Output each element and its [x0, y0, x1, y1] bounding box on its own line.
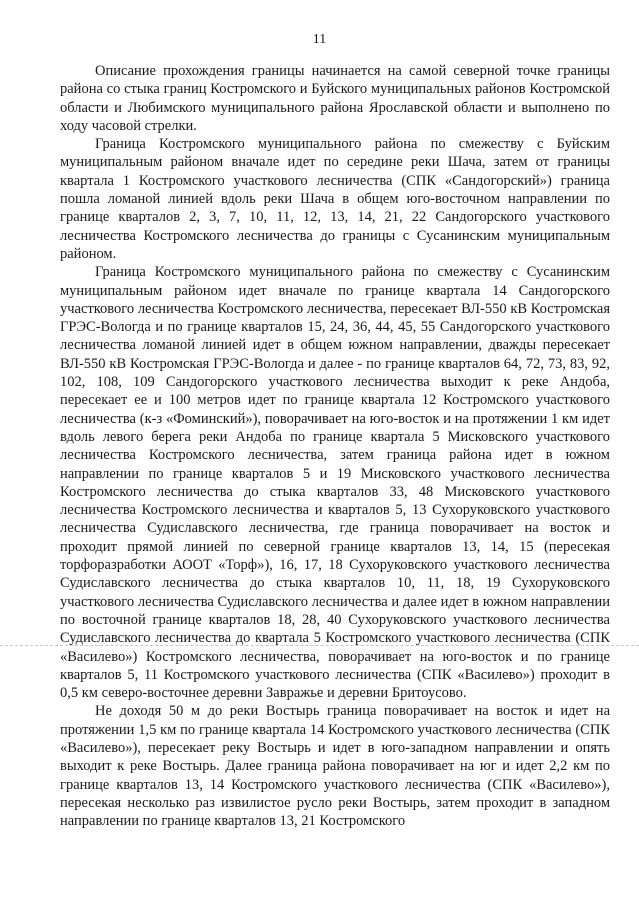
paragraph-susaninsky-border: Граница Костромского муниципального района по смежеству с Сусанинским муниципальным районом идет вначале по границе квартала 14 Сандогорского участкового лесничества Костромского лесничества, пересекает ВЛ-550 кВ Костромская ГРЭС-Вологда и по границе кварталов 15, 24, 36, 44, 45, 55 Сандогорского участкового лесничества ломаной линией идет в общем южном направлении, дважды пересекает ВЛ-550 кВ Костромская ГРЭС-Вологда и далее - по границе кварталов 64, 72, 73, 83, 92, 102, 108, 109 Сандогорского участкового лесничества выходит к реке Андоба, пересекает ее и 100 метров идет по границе квартала 12 Костромского участкового лесничества (к-з «Фоминский»), поворачивает на юго-восток и на протяжении 1 км идет вдоль левого берега реки Андоба по границе квартала 5 Мисковского участкового лесничества Костромского лесничества, затем граница района идет в южном направлении по границе кварталов 5 и 19 Мисковского участкового лесничества Костромского лесничества до стыка кварталов 33, 48 Мисковского участкового лесничества Костромского лесничества и кварталов 5, 13 Сухоруковского участкового лесничества Судиславского лесничества, где граница поворачивает на восток и проходит прямой линией по северной границе кварталов 13, 14, 15 (пересекая торфоразработки АООТ «Торф»), 16, 17, 18 Сухоруковского участкового лесничества Судиславского лесничества до стыка кварталов 10, 11, 18, 19 Сухоруковского участкового лесничества Судиславского лесничества и далее идет в южном направлении по восточной границе кварталов 18, 28, 40 Сухоруковского участкового лесничества Судиславского лесничества до квартала 5 Костромского участкового лесничества (СПК «Василево») Костромского лесничества, поворачивает на юго-восток и по границе кварталов 5, 11 Костромского участкового лесничества (СПК «Василево») проходит в 0,5 км северо-восточнее деревни Завражье и деревни Бритоусово.	[60, 264, 610, 702]
paragraph-intro: Описание прохождения границы начинается на самой северной точке границы района со стыка границ Костромского и Буйского муниципальных районов Костромской области и Любимского муниципального района Ярославской области и выполнено по ходу часовой стрелки.	[60, 63, 610, 134]
paragraph-vostyr-river: Не доходя 50 м до реки Востырь граница поворачивает на восток и идет на протяжении 1,5 км по границе квартала 14 Костромского участкового лесничества (СПК «Василево»), пересекает реку Востырь и идет в юго-западном направлении и опять выходит к реке Востырь. Далее граница района поворачивает на юг и идет 2,2 км по границе кварталов 13, 14 Костромского участкового лесничества (СПК «Василево»), пересекая несколько раз извилистое русло реки Востырь, затем проходит в западном направлении по границе кварталов 13, 21 Костромского	[60, 703, 610, 830]
paragraph-buisky-border: Граница Костромского муниципального района по смежеству с Буйским муниципальным районом вначале идет по середине реки Шача, затем от границы квартала 1 Костромского участкового лесничества (СПК «Сандогорский») граница пошла ломаной линией вдоль реки Шача в общем юго-восточном направлении по границе кварталов 2, 3, 7, 10, 11, 12, 13, 14, 21, 22 Сандогорского участкового лесничества Костромского лесничества до границы с Сусанинским муниципальным районом.	[60, 136, 610, 262]
scan-artifact-line	[0, 645, 639, 646]
document-body	[60, 62, 610, 830]
page-number: 11	[312, 32, 327, 47]
